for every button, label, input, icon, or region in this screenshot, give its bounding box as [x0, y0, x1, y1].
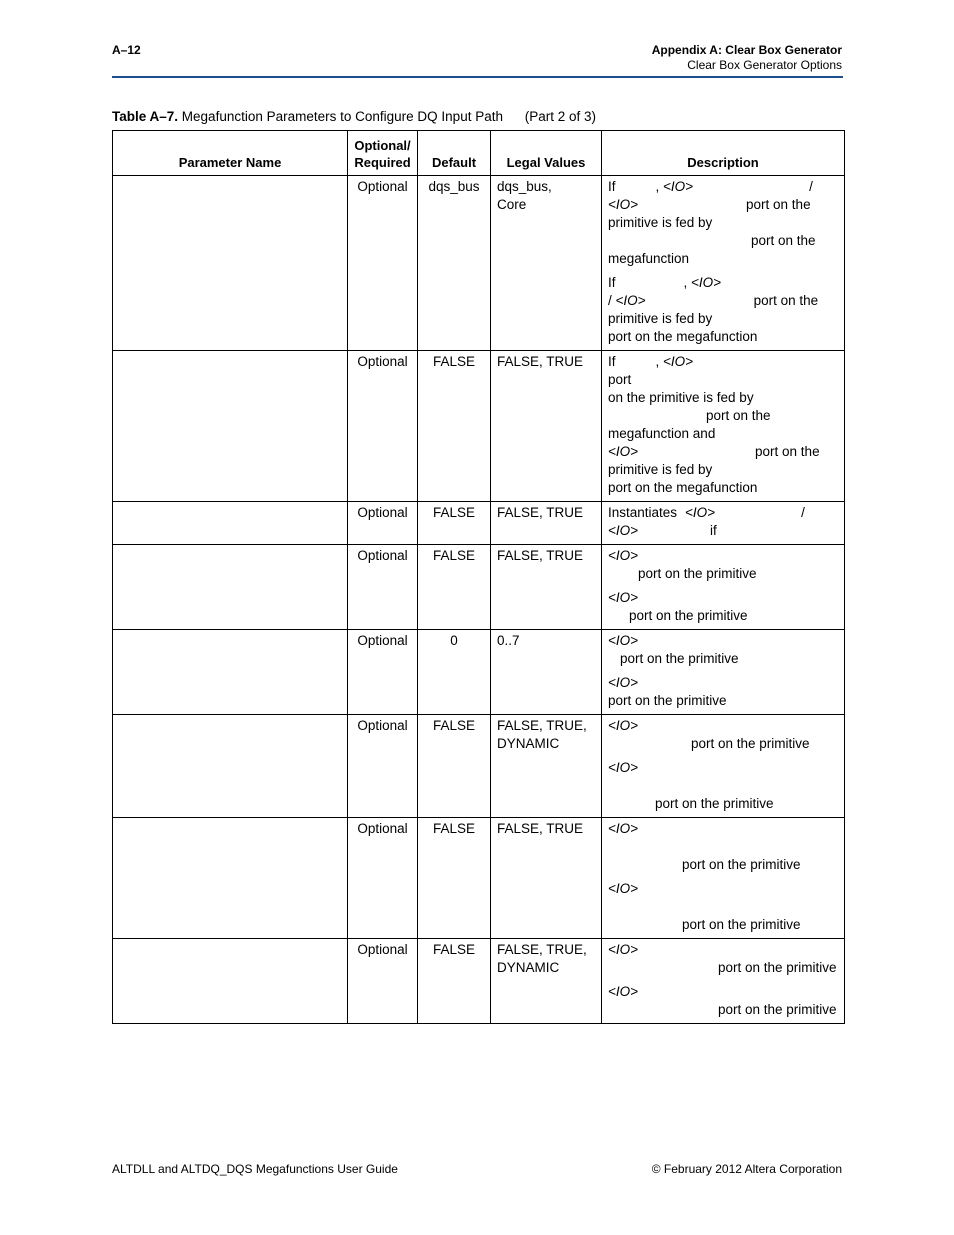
parameters-table: [112, 130, 845, 1024]
cell-parameter-name: [113, 545, 348, 630]
table-row: [113, 351, 845, 502]
cell-default: FALSE: [418, 351, 491, 502]
cell-parameter-name: [113, 818, 348, 939]
table-row: [113, 630, 845, 715]
cell-optional: Optional: [348, 939, 418, 1024]
col-description: Description: [602, 131, 845, 176]
cell-parameter-name: [113, 939, 348, 1024]
cell-parameter-name: [113, 502, 348, 545]
cell-default: FALSE: [418, 818, 491, 939]
table-caption: [112, 109, 596, 124]
cell-legal-values: dqs_bus, Core: [491, 176, 602, 351]
header-rule: [112, 76, 843, 78]
table-row: [113, 545, 845, 630]
cell-parameter-name: [113, 351, 348, 502]
cell-legal-values: FALSE, TRUE: [491, 502, 602, 545]
table-row: [113, 715, 845, 818]
cell-default: FALSE: [418, 545, 491, 630]
cell-default: 0: [418, 630, 491, 715]
cell-description: If , <IO> / <IO> port on the primitive is fed by port on the megafunction If , <IO> / <IO> port on the primitive is fed by port on the megafunction: [602, 176, 845, 351]
cell-default: FALSE: [418, 939, 491, 1024]
table-header-row: [113, 131, 845, 176]
table-row: [113, 818, 845, 939]
table-row: [113, 176, 845, 351]
cell-description: If , <IO>port on the primitive is fed by port on the megafunction and <IO> port on the primitive is fed by port on the megafunction: [602, 351, 845, 502]
cell-description: <IO> port on the primitive <IO> port on the primitive: [602, 545, 845, 630]
col-parameter-name: Parameter Name: [113, 131, 348, 176]
footer-copyright: © February 2012 Altera Corporation: [651, 1162, 842, 1176]
cell-description: <IO> port on the primitive <IO> port on the primitive: [602, 939, 845, 1024]
table-caption-label: Table A–7.: [112, 109, 179, 124]
cell-legal-values: FALSE, TRUE, DYNAMIC: [491, 715, 602, 818]
col-legal-values: Legal Values: [491, 131, 602, 176]
cell-legal-values: FALSE, TRUE: [491, 545, 602, 630]
cell-optional: Optional: [348, 630, 418, 715]
col-default: Default: [418, 131, 491, 176]
chapter-title: Appendix A: Clear Box Generator: [651, 43, 842, 57]
footer-guide-title: ALTDLL and ALTDQ_DQS Megafunctions User Guide: [112, 1162, 398, 1176]
cell-description: Instantiates <IO> / <IO> if: [602, 502, 845, 545]
cell-description: <IO> port on the primitive <IO> port on the primitive: [602, 818, 845, 939]
cell-default: dqs_bus: [418, 176, 491, 351]
table-caption-text: Megafunction Parameters to Configure DQ Input Path: [181, 109, 503, 124]
cell-parameter-name: [113, 715, 348, 818]
cell-optional: Optional: [348, 502, 418, 545]
cell-default: FALSE: [418, 715, 491, 818]
cell-legal-values: 0..7: [491, 630, 602, 715]
cell-parameter-name: [113, 176, 348, 351]
cell-optional: Optional: [348, 351, 418, 502]
cell-default: FALSE: [418, 502, 491, 545]
page-number: A–12: [112, 43, 141, 57]
table-caption-part: (Part 2 of 3): [524, 109, 597, 124]
cell-description: <IO> port on the primitive <IO> port on the primitive: [602, 715, 845, 818]
cell-optional: Optional: [348, 818, 418, 939]
cell-optional: Optional: [348, 176, 418, 351]
cell-optional: Optional: [348, 715, 418, 818]
table-row: [113, 502, 845, 545]
cell-optional: Optional: [348, 545, 418, 630]
cell-description: <IO> port on the primitive <IO> port on the primitive: [602, 630, 845, 715]
cell-legal-values: FALSE, TRUE: [491, 818, 602, 939]
table-row: [113, 939, 845, 1024]
running-header: [652, 43, 842, 73]
cell-legal-values: FALSE, TRUE: [491, 351, 602, 502]
col-optional-required: Optional/ Required: [348, 131, 418, 176]
cell-legal-values: FALSE, TRUE, DYNAMIC: [491, 939, 602, 1024]
section-title: Clear Box Generator Options: [687, 58, 842, 72]
cell-parameter-name: [113, 630, 348, 715]
